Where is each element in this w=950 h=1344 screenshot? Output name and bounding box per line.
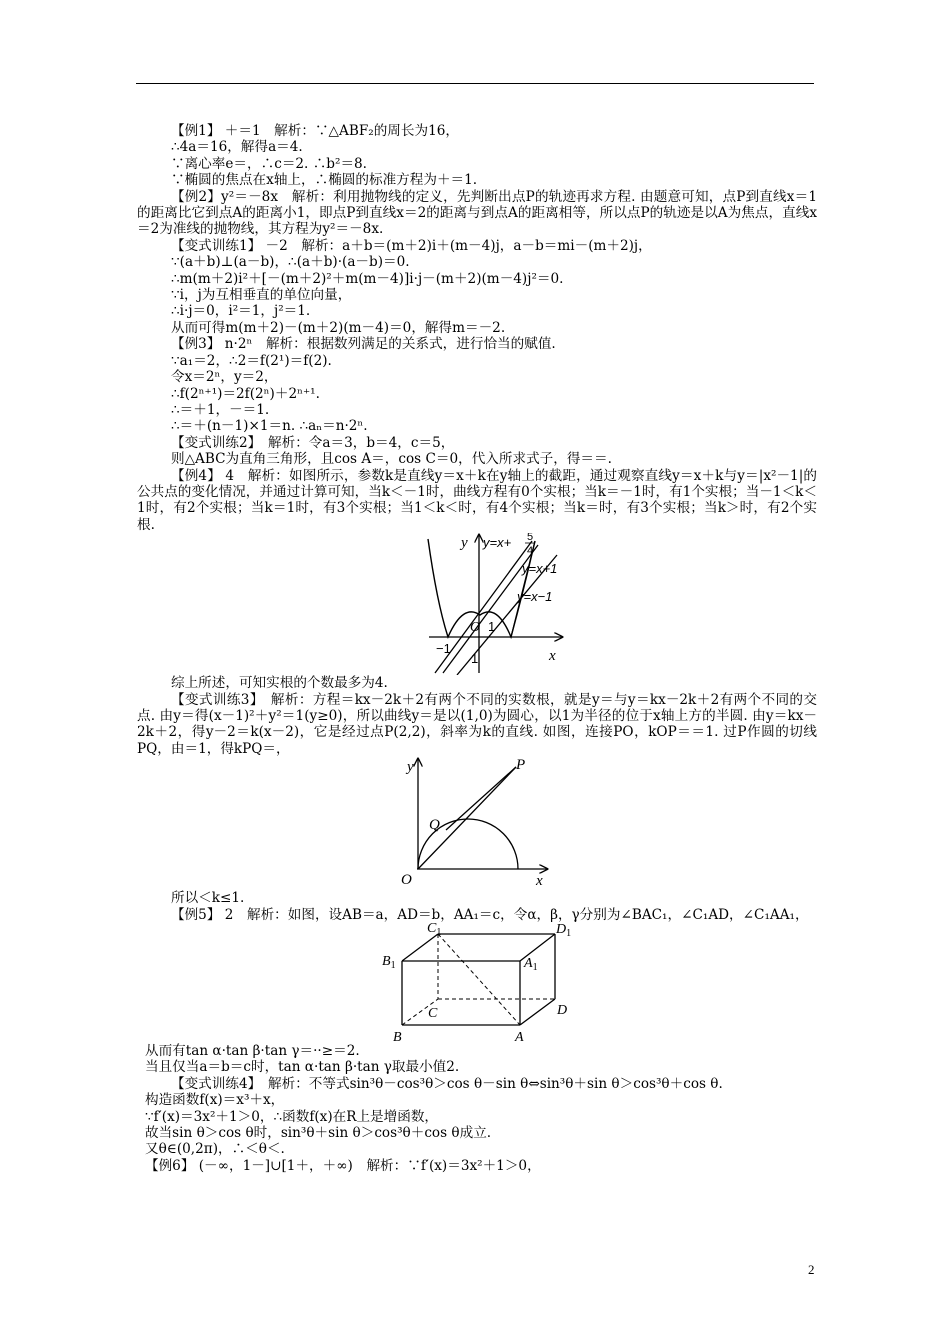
tick-label-neg-one: −1 bbox=[436, 641, 451, 657]
text-paragraph: 【例4】 4 解析：如图所示，参数k是直线y＝x＋k在y轴上的截距，通过观察直线y＝x＋k与y＝|x²－1|的公共点的变化情况，并通过计算可知，当k＜－1时，曲线方程有0个实根；当k＝－1时，有1个实根；当－1＜k＜1时，有2个实根；当k＝1时，有3个实根；当1＜k＜时，有4个实根；当k＝时，有3个实根；当k＞时，有2个实根. bbox=[137, 467, 817, 533]
text-line: ∵f′(x)＝3x²＋1＞0，∴函数f(x)在R上是增函数， bbox=[145, 1108, 439, 1125]
figure-semicircle-tangent bbox=[137, 757, 817, 885]
text-line: 从而有tan α·tan β·tan γ＝··≥＝2. bbox=[145, 1043, 360, 1059]
figure-graph-lines-parabola bbox=[137, 533, 817, 675]
vertex-label-b: B bbox=[393, 1030, 402, 1043]
semicircle-svg bbox=[137, 757, 817, 885]
text-line: 综上所述，可知实根的个数最多为4. bbox=[171, 675, 388, 692]
text-line: ∵离心率e＝，∴c＝2. ∴b²＝8. bbox=[171, 155, 368, 172]
vertex-label-a: A bbox=[515, 1030, 524, 1043]
line-label-mid: y=x+1 bbox=[522, 561, 558, 577]
origin-label: O bbox=[470, 620, 481, 636]
text-paragraph: 【变式训练4】 解析：不等式sin³θ－cos³θ＞cos θ－sin θ⇔sin³θ＋sin θ＞cos³θ＋cos θ. bbox=[171, 1075, 723, 1092]
text-line: ∴4a＝16，解得a＝4. bbox=[171, 139, 303, 156]
x-axis-label: x bbox=[536, 873, 543, 886]
figure-rectangular-box bbox=[137, 923, 817, 1043]
text-paragraph: 【例2】y²＝－8x 解析：利用抛物线的定义，先判断出点P的轨迹再求方程. 由题意可知，点P到直线x＝1的距离比它到点A的距离小1，即点P到直线x＝2的距离与到点A的距离相等，所以点P的轨迹是以A为焦点，直线x＝2为准线的抛物线，其方程为y²＝－8x. bbox=[137, 188, 817, 238]
text-line: ∵(a＋b)⊥(a－b)，∴(a＋b)·(a－b)＝0. bbox=[171, 254, 410, 271]
document-body bbox=[137, 123, 817, 1174]
text-line: 从而可得m(m＋2)－(m＋2)(m－4)＝0，解得m＝－2. bbox=[171, 319, 506, 336]
text-line: 又θ∈(0,2π)，∴＜θ＜. bbox=[145, 1141, 285, 1158]
text-line: 【例6】 (－∞，1－]∪[1＋，＋∞) 解析：∵f′(x)＝3x²＋1＞0， bbox=[145, 1157, 541, 1174]
text-line: 【例1】 ＋＝1 解析：∵△ABF₂的周长为16， bbox=[171, 123, 459, 139]
text-line: 构造函数f(x)＝x³＋x， bbox=[145, 1092, 285, 1109]
text-line: 【变式训练2】 解析：令a＝3，b＝4，c＝5， bbox=[171, 434, 455, 451]
y-axis-label: y bbox=[407, 759, 414, 776]
vertex-label-c: C bbox=[428, 1006, 438, 1021]
abs-parabola-curve bbox=[428, 539, 535, 637]
text-line: 当且仅当a＝b＝c时，tan α·tan β·tan γ取最小值2. bbox=[145, 1059, 460, 1076]
text-line: 【变式训练1】 －2 解析：a＋b＝(m＋2)i＋(m－4)j，a－b＝mi－(m＋2)j， bbox=[171, 237, 652, 254]
line-label-low: y=x−1 bbox=[517, 589, 553, 605]
tick-label-one-below: 1 bbox=[471, 651, 479, 667]
edge-b1-c1 bbox=[402, 934, 438, 961]
text-line: ∵椭圆的焦点在x轴上，∴椭圆的标准方程为＋＝1. bbox=[171, 172, 478, 189]
vertex-label-d: D bbox=[557, 1003, 568, 1018]
vertex-label-d1: $D_1$ bbox=[556, 923, 572, 939]
point-p-label: P bbox=[516, 757, 526, 774]
x-axis-label: x bbox=[549, 648, 556, 665]
point-q-label: Q bbox=[429, 817, 440, 834]
text-paragraph: 【例5】 2 解析：如图，设AB＝a，AD＝b，AA₁＝c，令α，β，γ分别为∠BAC₁，∠C₁AD，∠C₁AA₁， bbox=[171, 906, 809, 923]
text-line: ∵a₁＝2，∴2＝f(2¹)＝f(2). bbox=[171, 352, 332, 369]
text-line: 故当sin θ＞cos θ时，sin³θ＋sin θ＞cos³θ＋cos θ成立. bbox=[145, 1125, 492, 1142]
fraction-denominator: 4 bbox=[527, 545, 534, 558]
text-paragraph: 【变式训练3】 解析：方程＝kx－2k＋2有两个不同的实数根，就是y＝与y＝kx－2k＋2有两个不同的交点. 由y＝得(x－1)²＋y²＝1(y≥0)，所以曲线y＝是以(1,0)为圆心，以1为半径的位于x轴上方的半圆. 由y＝kx－2k＋2，得y－2＝k(x－2)，它是经过点P(2,2)，斜率为k的直线. 如图，连接PO，kOP＝＝1. 过P作圆的切线PQ，由＝1，得kPQ＝， bbox=[137, 691, 817, 757]
text-line: ∴＝＋1，－＝1. bbox=[171, 401, 270, 418]
y-axis-label: y bbox=[461, 535, 468, 552]
graph-svg bbox=[137, 533, 817, 675]
origin-label: O bbox=[401, 872, 412, 886]
text-line: 则△ABC为直角三角形，且cos A＝，cos C＝0，代入所求式子，得＝＝. bbox=[171, 451, 612, 468]
vertex-label-b1: $B_1$ bbox=[382, 954, 396, 971]
box-svg bbox=[137, 923, 817, 1043]
text-line: 令x＝2ⁿ，y＝2， bbox=[171, 369, 278, 386]
diagonal-c1-a bbox=[438, 934, 520, 1025]
text-line: 【例3】 n·2ⁿ 解析：根据数列满足的关系式，进行恰当的赋值. bbox=[171, 336, 556, 353]
text-line: ∴m(m＋2)i²＋[－(m＋2)²＋m(m－4)]i·j－(m＋2)(m－4)j²＝0. bbox=[171, 270, 564, 287]
text-line: ∴＝＋(n－1)×1＝n. ∴aₙ＝n·2ⁿ. bbox=[171, 418, 368, 435]
text-line: ∵i，j为互相垂直的单位向量， bbox=[171, 287, 352, 304]
text-line: 所以＜k≤1. bbox=[171, 890, 245, 907]
line-label-top: y=x+ bbox=[483, 535, 512, 551]
text-line: ∴i·j＝0，i²＝1，j²＝1. bbox=[171, 303, 311, 320]
fraction-numerator: 5 bbox=[527, 533, 534, 544]
vertex-label-c1: $C_1$ bbox=[427, 923, 442, 938]
tick-label-one: 1 bbox=[488, 619, 496, 635]
vertex-label-a1: $A_1$ bbox=[524, 956, 538, 973]
header-rule bbox=[136, 83, 814, 84]
text-line: ∴f(2ⁿ⁺¹)＝2f(2ⁿ)＋2ⁿ⁺¹. bbox=[171, 385, 320, 402]
page-number: 2 bbox=[808, 1262, 815, 1277]
edge-a-d bbox=[520, 999, 555, 1025]
